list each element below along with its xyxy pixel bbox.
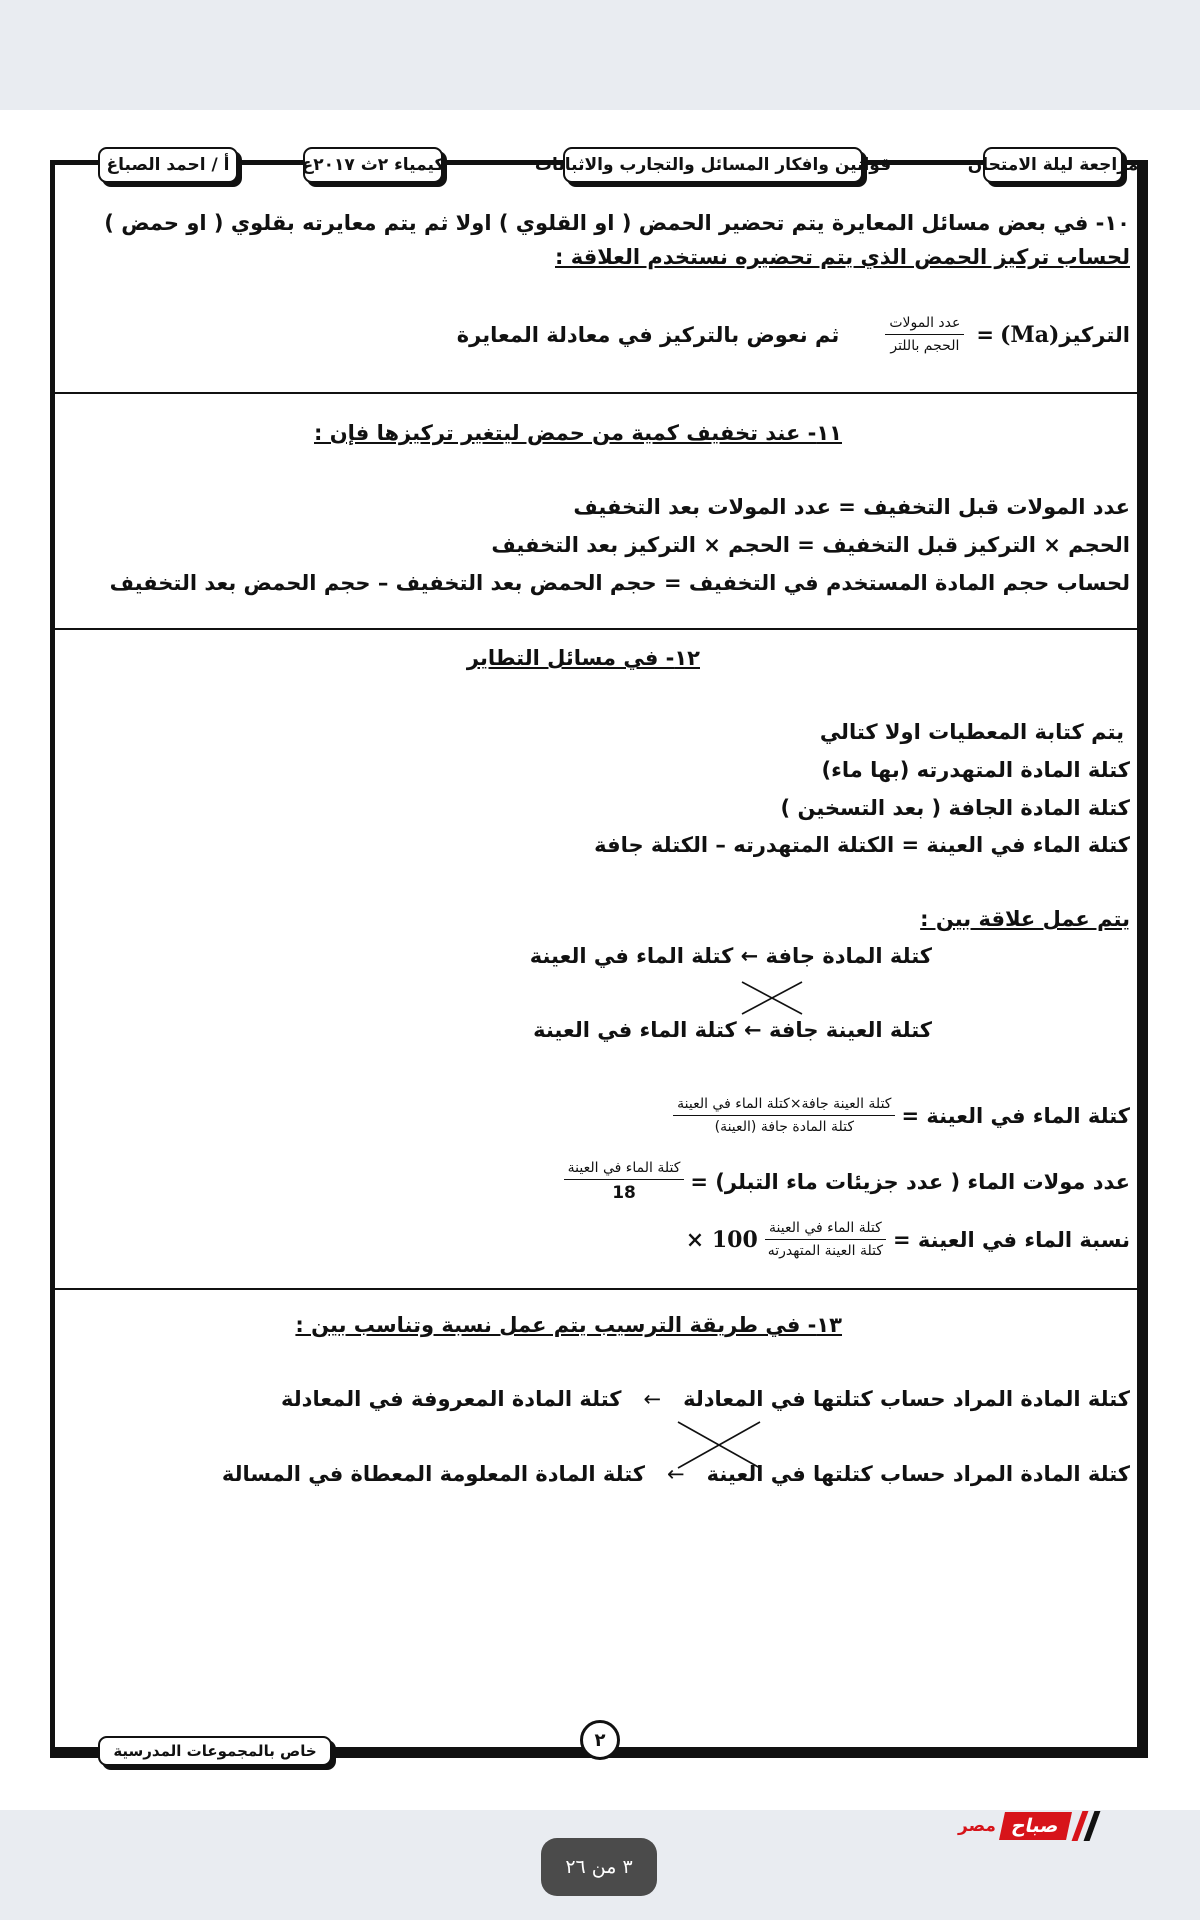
cross-multiply-icon xyxy=(740,980,804,1016)
section10-line2: لحساب تركيز الحمض الذي يتم تحضيره نستخدم العلاقة : xyxy=(555,245,1130,269)
equals-sign: = xyxy=(976,322,994,347)
divider xyxy=(55,628,1137,630)
section12-title: ١٢- في مسائل التطاير xyxy=(466,646,700,670)
site-logo xyxy=(958,1808,1148,1844)
header-tab-review: مراجعة ليلة الامتحان xyxy=(983,147,1123,183)
precipitation-row1 xyxy=(281,1387,1130,1411)
divider xyxy=(55,392,1137,394)
row2-left: كتلة المادة المعلومة المعطاة في المسالة xyxy=(221,1462,646,1486)
eq1-fraction xyxy=(673,1096,895,1135)
moles-over-volume-fraction xyxy=(885,315,964,354)
logo-main-text: صباح xyxy=(999,1812,1072,1840)
ma-symbol: (Ma) xyxy=(999,321,1060,348)
relation-title: يتم عمل علاقة بين : xyxy=(920,907,1130,931)
eq3-label: نسبة الماء في العينة = xyxy=(893,1227,1130,1252)
section13-title: ١٣- في طريقة الترسيب يتم عمل نسبة وتناسب بين : xyxy=(295,1313,842,1337)
footer-groups-tab: خاص بالمجموعات المدرسية xyxy=(98,1736,332,1766)
divider xyxy=(55,1288,1137,1290)
concentration-label: التركيز xyxy=(1059,322,1130,347)
section12-intro: يتم كتابة المعطيات اولا كتالي xyxy=(819,720,1124,744)
section11-line2: الحجم × التركيز قبل التخفيف = الحجم × التركيز بعد التخفيف xyxy=(491,533,1130,557)
eq2-numerator: كتلة الماء في العينة xyxy=(564,1160,685,1180)
relation-row1: كتلة المادة جافة ← كتلة الماء في العينة xyxy=(529,944,932,968)
eq2-denominator: 18 xyxy=(612,1183,636,1203)
section11-line1: عدد المولات قبل التخفيف = عدد المولات بعد التخفيف xyxy=(573,495,1130,519)
arrow-left-icon: ← xyxy=(643,1387,662,1411)
relation-row2: كتلة العينة جافة ← كتلة الماء في العينة xyxy=(533,1018,932,1042)
water-moles-formula xyxy=(558,1160,1130,1203)
header-tab-subject: كيمياء ٢ث ٢٠١٧ع xyxy=(303,147,443,183)
section12-item1: كتلة المادة المتهدرته (بها ماء) xyxy=(821,758,1130,782)
logo-sub-text: مصر xyxy=(958,1816,996,1836)
row2-right: كتلة المادة المراد حساب كتلتها في العينة xyxy=(706,1462,1130,1486)
section11-line3: لحساب حجم المادة المستخدم في التخفيف = حجم الحمض بعد التخفيف – حجم الحمض بعد التخفيف xyxy=(109,571,1130,595)
arrow-left-icon: ← xyxy=(667,1462,685,1486)
header-tab-laws: قوانين وافكار المسائل والتجارب والاثباتات xyxy=(563,147,863,183)
then-substitute-text: ثم نعوض بالتركيز في معادلة المعايرة xyxy=(456,322,840,347)
eq3-factor: × 100 xyxy=(685,1226,758,1253)
water-mass-formula xyxy=(667,1096,1130,1135)
section12-item2: كتلة المادة الجافة ( بعد التسخين ) xyxy=(780,796,1130,820)
water-percent-formula xyxy=(686,1220,1130,1259)
row1-left: كتلة المادة المعروفة في المعادلة xyxy=(281,1387,622,1411)
page-number-badge: ٢ xyxy=(580,1720,620,1760)
header-tab-teacher: أ / احمد الصباغ xyxy=(98,147,238,183)
eq2-label: عدد مولات الماء ( عدد جزيئات ماء التبلر) = xyxy=(690,1169,1130,1194)
document-page xyxy=(0,110,1200,1810)
section11-title: ١١- عند تخفيف كمية من حمض ليتغير تركيزها فإن : xyxy=(314,421,842,445)
section12-item3: كتلة الماء في العينة = الكتلة المتهدرته – الكتلة جافة xyxy=(594,833,1130,857)
eq2-fraction xyxy=(564,1160,685,1203)
fraction-numerator: عدد المولات xyxy=(885,315,964,335)
eq3-numerator: كتلة الماء في العينة xyxy=(765,1220,886,1240)
page-indicator[interactable]: ٣ من ٢٦ xyxy=(541,1838,657,1896)
eq1-numerator: كتلة العينة جافة×كتلة الماء في العينة xyxy=(673,1096,895,1116)
eq3-fraction xyxy=(764,1220,887,1259)
row1-right: كتلة المادة المراد حساب كتلتها في المعادلة xyxy=(683,1387,1130,1411)
fraction-denominator: الحجم باللتر xyxy=(890,338,960,354)
eq1-label: كتلة الماء في العينة = xyxy=(901,1103,1130,1128)
eq1-denominator: كتلة المادة جافة (العينة) xyxy=(714,1119,854,1135)
section10-line1: ١٠- في بعض مسائل المعايرة يتم تحضير الحمض ( او القلوي ) اولا ثم يتم معايرته بقلوي ( او حمض ) xyxy=(104,211,1130,235)
precipitation-row2 xyxy=(222,1462,1130,1486)
eq3-denominator: كتلة العينة المتهدرته xyxy=(767,1243,883,1259)
concentration-formula xyxy=(457,315,1130,354)
